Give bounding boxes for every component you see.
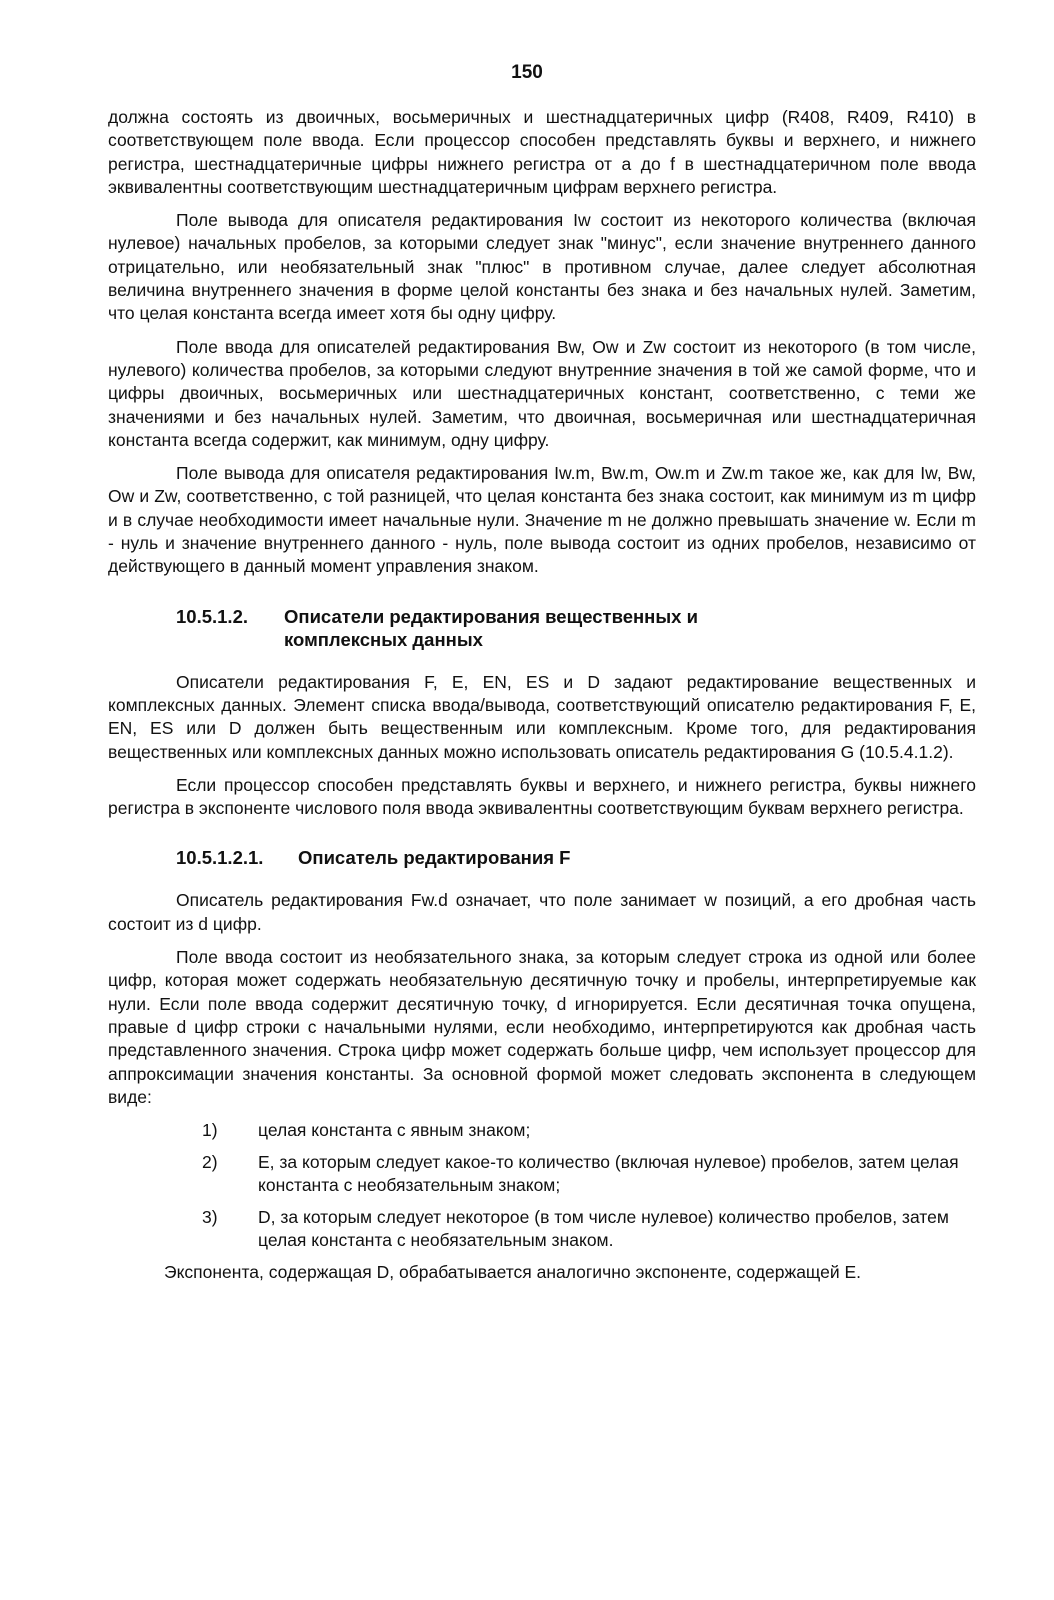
list-marker: 2) xyxy=(202,1152,218,1173)
section-number: 10.5.1.2.1. xyxy=(176,847,264,869)
list-item xyxy=(108,1151,976,1197)
section-title: Описатель редактирования F xyxy=(298,847,571,869)
list-item-text: E, за которым следует какое-то количество (включая нулевое) пробелов, затем целая константа с необязательным знаком; xyxy=(258,1152,959,1196)
paragraph-real-complex-descriptors: Описатели редактирования F, E, EN, ES и D задают редактирование вещественных и комплексных данных. Элемент списка ввода/вывода, соответствующий описателю редактирования F, E, EN, ES или D должен быть вещественным или комплексным. Кроме того, для редактирования вещественных или комплексных данных можно использовать описатель редактирования G (10.5.4.1.2). xyxy=(108,671,976,762)
page-number: 150 xyxy=(511,62,543,83)
paragraph-fwd-definition: Описатель редактирования Fw.d означает, что поле занимает w позиций, а его дробная часть состоит из d цифр. xyxy=(108,890,976,934)
section-title: Описатели редактирования вещественных и комплексных данных xyxy=(284,605,698,650)
section-heading-10-5-1-2-1 xyxy=(108,846,976,869)
section-heading-10-5-1-2 xyxy=(108,605,976,651)
list-item-text: целая константа с явным знаком; xyxy=(258,1120,531,1141)
section-number: 10.5.1.2. xyxy=(176,605,249,627)
paragraph-input-field: Поле ввода состоит из необязательного знака, за которым следует строка из одной или более цифр, которая может содержать необязательную десятичную точку и пробелы, интерпретируемые как нули. Если поле ввода содержит десятичную точку, d игнорируется. Если десятичная точка опущена, правые d цифр строки с начальными нулями, если необходимо, интерпретируются как дробная часть представленного значения. Строка цифр может содержать больше цифр, чем использует процессор для аппроксимации значения константы. За основной формой может следовать экспонента в следующем виде: xyxy=(108,947,976,1107)
exponent-forms-list xyxy=(108,1119,976,1252)
list-item xyxy=(108,1206,976,1252)
list-marker: 3) xyxy=(202,1207,218,1228)
list-item xyxy=(108,1119,976,1142)
paragraph-iwm-output: Поле вывода для описателя редактирования Iw.m, Bw.m, Ow.m и Zw.m такое же, как для Iw, Bw, Ow и Zw, соответственно, с той разницей, что целая константа без знака состоит, как минимум из m цифр и в случае необходимости имеет начальные нули. Значение m не должно превышать значение w. Если m - нуль и значение внутреннего данного - нуль, поле вывода состоит из одних пробелов, независимо от действующего в данный момент управления знаком. xyxy=(108,463,976,577)
paragraph-continuation: должна состоять из двоичных, восьмеричных и шестнадцатеричных цифр (R408, R409, R410) в соответствующем поле ввода. Если процессор способен представлять буквы и верхнего, и нижнего регистра, шестнадцатеричные цифры нижнего регистра от a до f в шестнадцатеричном поле ввода эквивалентны соответствующим шестнадцатеричным цифрам верхнего регистра. xyxy=(108,107,976,197)
paragraph-lowercase-exponent: Если процессор способен представлять буквы и верхнего, и нижнего регистра, буквы нижнего регистра в экспоненте числового поля ввода эквивалентны соответствующим буквам верхнего регистра. xyxy=(108,774,976,819)
paragraph-exponent-d: Экспонента, содержащая D, обрабатывается аналогично экспоненте, содержащей E. xyxy=(164,1262,862,1283)
list-marker: 1) xyxy=(202,1120,218,1141)
list-item-text: D, за которым следует некоторое (в том числе нулевое) количество пробелов, затем целая константа с необязательным знаком. xyxy=(258,1207,949,1251)
paragraph-iw-output: Поле вывода для описателя редактирования Iw состоит из некоторого количества (включая нулевое) начальных пробелов, за которыми следует знак "минус", если значение внутреннего данного отрицательно, или необязательный знак "плюс" в противном случае, далее следует абсолютная величина внутреннего значения в форме целой константы без знака и без начальных нулей. Заметим, что целая константа всегда имеет хотя бы одну цифру. xyxy=(108,210,976,324)
page-body xyxy=(108,106,976,1294)
paragraph-bw-ow-zw-input: Поле ввода для описателей редактирования Bw, Ow и Zw состоит из некоторого (в том числе, нулевого) количества пробелов, за которыми следуют внутренние значения в той же самой форме, что и цифры двоичных, восьмеричных или шестнадцатеричных констант, соответственно, с теми же значениями и без начальных нулей. Заметим, что двоичная, восьмеричная или шестнадцатеричная константа всегда содержит, как минимум, одну цифру. xyxy=(108,336,976,450)
